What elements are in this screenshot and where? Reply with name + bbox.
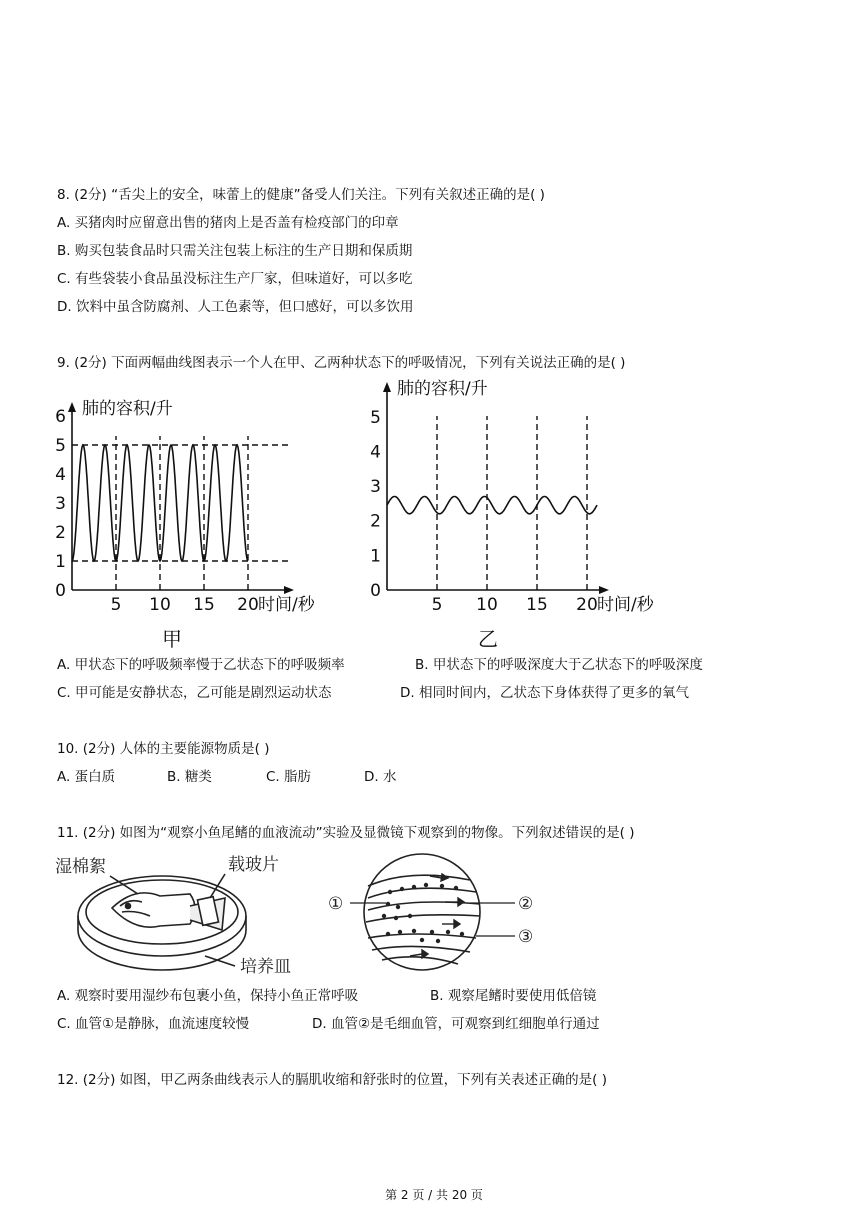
y-tick-label: 5: [370, 407, 381, 428]
series-line: [387, 497, 597, 514]
q10-option-b: B. 糖类: [167, 769, 212, 785]
x-tick-label: 15: [193, 595, 215, 615]
q8-option-c: C. 有些袋装小食品虽没标注生产厂家，但味道好，可以多吃: [57, 271, 413, 287]
series-line: [72, 445, 248, 561]
q9-option-b: B. 甲状态下的呼吸深度大于乙状态下的呼吸深度: [415, 657, 703, 673]
q10-option-c: C. 脂肪: [266, 769, 312, 785]
q11-figure: [50, 846, 570, 984]
q8-option-d: D. 饮料中虽含防腐剂、人工色素等，但口感好，可以多饮用: [57, 299, 414, 315]
x-tick-label: 20: [576, 595, 598, 615]
x-tick-label: 15: [526, 595, 548, 615]
q8-stem: 8. (2分) “舌尖上的安全，味蕾上的健康”备受人们关注。下列有关叙述正确的是( ): [57, 187, 545, 203]
x-axis-arrow: [599, 586, 609, 594]
q11-option-d: D. 血管②是毛细血管，可观察到红细胞单行通过: [312, 1016, 600, 1032]
y-tick-label: 2: [370, 511, 381, 532]
y-tick-label: 4: [370, 442, 381, 463]
y-tick-label: 6: [55, 407, 66, 427]
q12-stem: 12. (2分) 如图，甲乙两条曲线表示人的膈肌收缩和舒张时的位置，下列有关表述正确的是( ): [57, 1072, 607, 1088]
chart-title: 乙: [478, 627, 498, 651]
chart-yi: [360, 378, 660, 653]
q11-stem: 11. (2分) 如图为“观察小鱼尾鳍的血液流动”实验及显微镜下观察到的物像。下列叙述错误的是( ): [57, 825, 635, 841]
y-tick-label: 1: [370, 546, 381, 567]
q11-option-c: C. 血管①是静脉，血流速度较慢: [57, 1016, 250, 1032]
q10-stem: 10. (2分) 人体的主要能源物质是( ): [57, 741, 270, 757]
label-wet-cotton: 湿棉絮: [55, 857, 106, 877]
label-vessel-2: ②: [518, 894, 534, 914]
q8-option-a: A. 买猪肉时应留意出售的猪肉上是否盖有检疫部门的印章: [57, 215, 399, 231]
y-tick-label: 1: [55, 552, 66, 572]
page-footer: 第 2 页 / 共 20 页: [385, 1188, 483, 1202]
label-petri-dish: 培养皿: [240, 957, 291, 977]
y-tick-label: 5: [55, 436, 66, 456]
y-tick-label: 4: [55, 465, 66, 485]
y-tick-label: 0: [55, 581, 66, 601]
chart-title: 甲: [162, 627, 182, 651]
x-tick-label: 5: [431, 595, 443, 615]
x-axis-arrow: [284, 586, 294, 594]
y-axis-label: 肺的容积/升: [82, 399, 173, 419]
y-axis-arrow: [68, 402, 76, 412]
y-tick-label: 3: [370, 477, 381, 498]
q9-option-d: D. 相同时间内，乙状态下身体获得了更多的氧气: [400, 685, 689, 701]
y-tick-label: 0: [370, 581, 381, 601]
q11-option-b: B. 观察尾鳍时要使用低倍镜: [430, 988, 597, 1004]
q9-option-a: A. 甲状态下的呼吸频率慢于乙状态下的呼吸频率: [57, 657, 345, 673]
label-vessel-1: ①: [328, 894, 344, 914]
q10-option-d: D. 水: [364, 769, 397, 785]
y-axis-arrow: [383, 382, 391, 392]
q8-option-b: B. 购买包装食品时只需关注包装上标注的生产日期和保质期: [57, 243, 413, 259]
q9-stem: 9. (2分) 下面两幅曲线图表示一个人在甲、乙两种状态下的呼吸情况，下列有关说法正确的是( ): [57, 355, 626, 371]
x-tick-label: 20: [237, 595, 259, 615]
x-axis-label: 时间/秒: [258, 595, 315, 615]
y-axis-label: 肺的容积/升: [397, 379, 488, 399]
x-axis-label: 时间/秒: [597, 595, 654, 615]
x-tick-label: 5: [110, 595, 122, 615]
petri-dish-illustration: [78, 874, 246, 970]
y-tick-label: 2: [55, 523, 66, 543]
x-tick-label: 10: [149, 595, 171, 615]
q10-option-a: A. 蛋白质: [57, 769, 116, 785]
chart-jia: [50, 378, 360, 653]
q11-option-a: A. 观察时要用湿纱布包裹小鱼，保持小鱼正常呼吸: [57, 988, 359, 1004]
x-tick-label: 10: [476, 595, 498, 615]
label-slide: 载玻片: [228, 855, 279, 875]
y-tick-label: 3: [55, 494, 66, 514]
q9-option-c: C. 甲可能是安静状态，乙可能是剧烈运动状态: [57, 685, 332, 701]
label-vessel-3: ③: [518, 927, 534, 947]
